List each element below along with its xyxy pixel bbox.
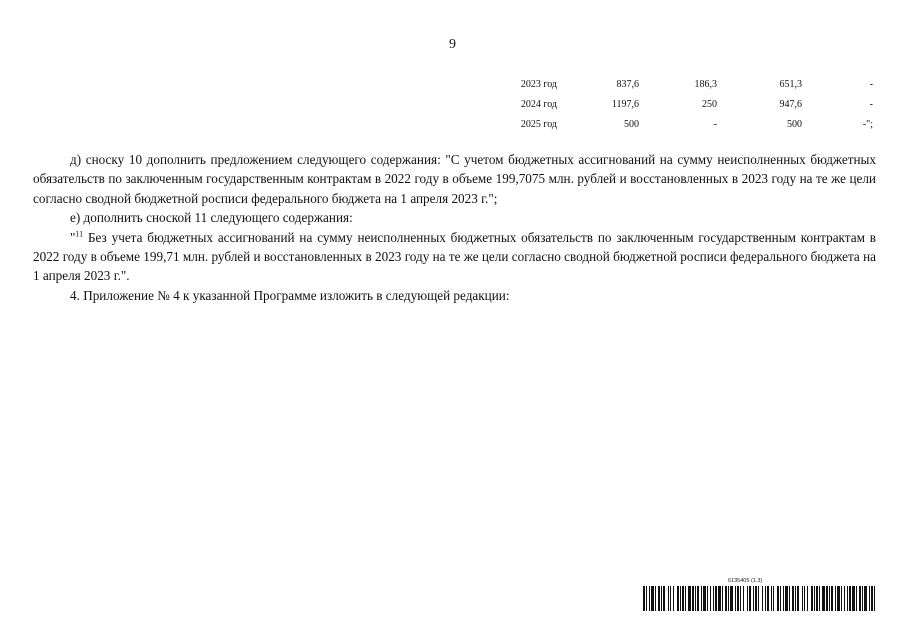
- table-row: [495, 94, 873, 114]
- table-row: [495, 114, 873, 134]
- barcode-image: [643, 586, 875, 611]
- paragraph-footnote-10-amendment: д) сноску 10 дополнить предложением следующего содержания: "С учетом бюджетных ассигнований на сумму неисполненных бюджетных обязательств по заключенным государственным контрактам в 2022 году в объеме 199,7075 млн. рублей и восстановленных в 2023 году на те же цели согласно сводной бюджетной росписи федерального бюджета на 1 апреля 2023 г.";: [33, 152, 876, 206]
- table-cell: 837,6: [616, 78, 639, 90]
- barcode-label: 6135405 (1.3): [728, 578, 763, 584]
- table-cell: 500: [787, 118, 802, 130]
- paragraph-footnote-11-intro: е) дополнить сноской 11 следующего содержания:: [70, 210, 353, 226]
- table-row: [495, 74, 873, 94]
- table-cell-year: 2025 год: [520, 118, 557, 130]
- paragraph-footnote-11-text: [33, 228, 876, 286]
- table-cell: 1197,6: [611, 98, 639, 110]
- table-cell: -: [713, 118, 717, 130]
- opening-quote: ": [70, 229, 76, 245]
- table-cell: 947,6: [779, 98, 802, 110]
- table-cell: 500: [624, 118, 639, 130]
- document-body: [33, 150, 876, 305]
- table-cell: 250: [702, 98, 717, 110]
- table-cell: 651,3: [779, 78, 802, 90]
- table-cell: -: [869, 98, 873, 110]
- footnote-marker: 11: [75, 229, 84, 239]
- table-cell: -: [869, 78, 873, 90]
- footnote-text: Без учета бюджетных ассигнований на сумму неисполненных бюджетных обязательств по заключенным государственным контрактам в 2022 году в объеме 199,71 млн. рублей и восстановленных в 2023 году на те же цели согласно сводной бюджетной росписи федерального бюджета на 1 апреля 2023 г.".: [33, 229, 876, 284]
- table-cell: 186,3: [694, 78, 717, 90]
- table-cell-year: 2023 год: [520, 78, 557, 90]
- table-cell-year: 2024 год: [520, 98, 557, 110]
- table-cell: -";: [862, 118, 873, 130]
- page-number: 9: [449, 37, 456, 52]
- paragraph-appendix-4: 4. Приложение № 4 к указанной Программе изложить в следующей редакции:: [70, 287, 510, 303]
- budget-table: [495, 74, 873, 134]
